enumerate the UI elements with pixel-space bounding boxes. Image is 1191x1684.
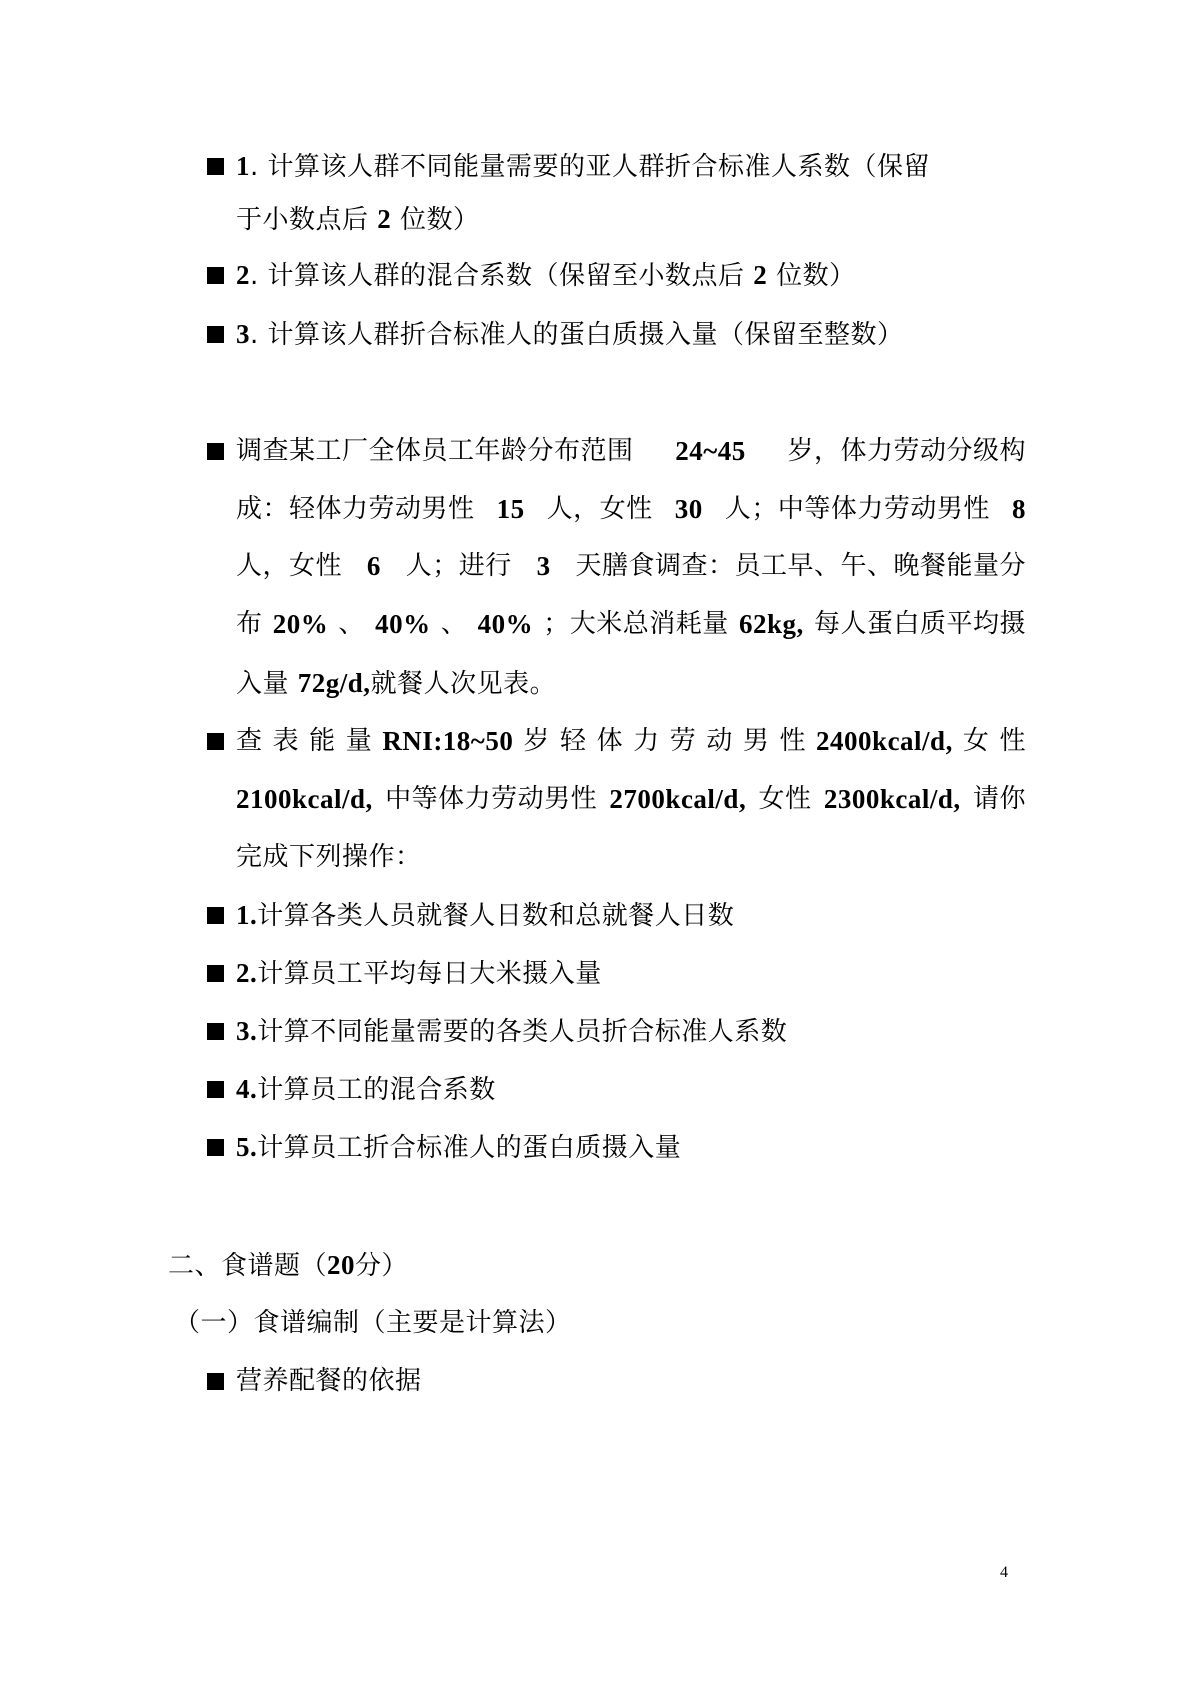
section-bullet-text: 营养配餐的依据 — [236, 1366, 422, 1396]
case-text: 成：轻体力劳动男性 — [236, 494, 475, 524]
case-line-5 — [236, 666, 556, 701]
case-number: 30 — [674, 494, 703, 524]
section-heading — [168, 1248, 408, 1283]
case-number: 40% — [375, 609, 431, 639]
section-bullet-item — [236, 1364, 422, 1398]
bullet-square-icon — [207, 907, 224, 924]
task-item — [236, 1130, 681, 1165]
case-number: 72g/d, — [297, 668, 371, 698]
case-line-2 — [236, 492, 1026, 526]
table-info-char: 男 — [742, 726, 770, 756]
question-3-text: . 计算该人群折合标准人的蛋白质摄入量（保留至整数） — [250, 320, 904, 350]
table-info-char: 能 — [309, 726, 336, 756]
table-info-char: 轻 — [560, 726, 587, 756]
case-line-4 — [236, 607, 1026, 641]
table-info-text: 中等体力劳动男性 — [385, 784, 598, 814]
task-text: 计算不同能量需要的各类人员折合标准人系数 — [257, 1017, 788, 1047]
table-info-char: 查 — [236, 726, 263, 756]
section-heading-text: 二、食谱题（ — [168, 1251, 328, 1281]
table-info-text: 完成下列操作： — [236, 842, 422, 872]
task-number: 3. — [236, 1016, 258, 1046]
table-info-char: 动 — [706, 726, 733, 756]
case-line-3 — [236, 549, 1026, 583]
case-text: 入量 — [236, 669, 290, 699]
question-1-text: . 计算该人群不同能量需要的亚人群折合标准人系数（保留 — [250, 152, 931, 182]
bullet-square-icon — [207, 158, 224, 175]
table-info-char: 性 — [999, 726, 1026, 756]
task-item — [236, 1072, 496, 1107]
table-info-value: 2700kcal/d, — [609, 784, 747, 814]
table-info-line-2 — [236, 782, 1026, 816]
task-number: 4. — [236, 1074, 258, 1104]
table-info-line-3 — [236, 840, 422, 874]
task-item — [236, 1014, 787, 1049]
table-info-char: 量 — [345, 726, 373, 756]
task-item — [236, 956, 602, 991]
bullet-square-icon — [207, 1081, 224, 1098]
table-info-line-1 — [236, 724, 1026, 758]
case-number: 3 — [536, 551, 551, 581]
section-heading-score: 20 — [327, 1250, 356, 1280]
case-text: 每人蛋白质平均摄 — [813, 609, 1026, 639]
case-text: 调查某工厂全体员工年龄分布范围 — [236, 436, 634, 466]
bullet-square-icon — [207, 965, 224, 982]
bullet-square-icon — [207, 326, 224, 343]
question-3-number: 3 — [236, 319, 250, 349]
question-2-line — [236, 258, 856, 293]
case-text: 人，女性 — [546, 494, 653, 524]
task-text: 计算员工的混合系数 — [257, 1075, 496, 1105]
question-2-tail: 位数） — [776, 261, 856, 291]
case-number: 40% — [477, 609, 534, 639]
case-number: 6 — [366, 551, 381, 581]
task-text: 计算员工平均每日大米摄入量 — [257, 959, 602, 989]
question-1-line-2 — [236, 202, 480, 237]
case-text: 人，女性 — [236, 551, 343, 581]
question-1-cont-tail: 位数） — [400, 205, 480, 235]
bullet-square-icon — [207, 267, 224, 284]
question-1-line-1 — [236, 149, 1026, 184]
section-heading-text: 分） — [355, 1251, 409, 1281]
case-text: 、 — [338, 609, 365, 639]
sub-heading-text: （一）食谱编制（主要是计算法） — [174, 1308, 572, 1338]
bullet-square-icon — [207, 1373, 224, 1390]
case-text: 岁，体力劳动分级构 — [787, 436, 1026, 466]
sub-heading — [174, 1306, 572, 1340]
question-2-number: 2 — [236, 260, 250, 290]
case-number: 15 — [496, 494, 525, 524]
table-info-text: 请你 — [972, 784, 1026, 814]
table-info-value: 2100kcal/d, — [236, 784, 373, 814]
task-text: 计算各类人员就餐人日数和总就餐人日数 — [257, 901, 735, 931]
case-text: 、 — [440, 609, 468, 639]
case-text: 人；中等体力劳动男性 — [724, 494, 990, 524]
question-3-line — [236, 317, 904, 352]
case-text: 天膳食调查：员工早、午、晚餐能量分 — [575, 551, 1026, 581]
case-text: 人；进行 — [405, 551, 512, 581]
table-info-char: 女 — [962, 726, 990, 756]
question-1-number: 1 — [236, 151, 250, 181]
bullet-square-icon — [207, 443, 224, 460]
table-info-char: 劳 — [669, 726, 697, 756]
question-2-decimal-count: 2 — [753, 260, 768, 290]
bullet-square-icon — [207, 733, 224, 750]
case-line-1 — [236, 434, 1026, 468]
task-number: 2. — [236, 958, 258, 988]
table-info-char: 表 — [272, 726, 300, 756]
table-info-value: 2400kcal/d, — [816, 726, 953, 756]
task-number: 1. — [236, 900, 258, 930]
case-number: 62kg, — [738, 609, 804, 639]
page-number: 4 — [1000, 1564, 1008, 1581]
case-number: 20% — [272, 609, 329, 639]
task-number: 5. — [236, 1132, 258, 1162]
table-info-char: 力 — [633, 726, 660, 756]
task-item — [236, 898, 734, 933]
table-info-value: 2300kcal/d, — [823, 784, 961, 814]
question-1-cont-number: 2 — [377, 204, 392, 234]
case-text: ；大米总消耗量 — [543, 609, 729, 639]
task-text: 计算员工折合标准人的蛋白质摄入量 — [257, 1133, 682, 1163]
case-text: 就餐人次见表。 — [370, 669, 557, 699]
case-age-range: 24~45 — [675, 436, 746, 466]
question-2-text: . 计算该人群的混合系数（保留至小数点后 — [250, 261, 745, 291]
table-info-char: 性 — [779, 726, 806, 756]
table-info-text: 女性 — [758, 784, 812, 814]
question-1-cont-text: 于小数点后 — [236, 205, 369, 235]
bullet-square-icon — [207, 1023, 224, 1040]
table-info-char: 体 — [596, 726, 624, 756]
bullet-square-icon — [207, 1139, 224, 1156]
case-text: 布 — [236, 609, 263, 639]
table-info-char: 岁 — [523, 726, 550, 756]
case-number: 8 — [1011, 494, 1026, 524]
table-info-rni: RNI:18~50 — [382, 726, 514, 756]
